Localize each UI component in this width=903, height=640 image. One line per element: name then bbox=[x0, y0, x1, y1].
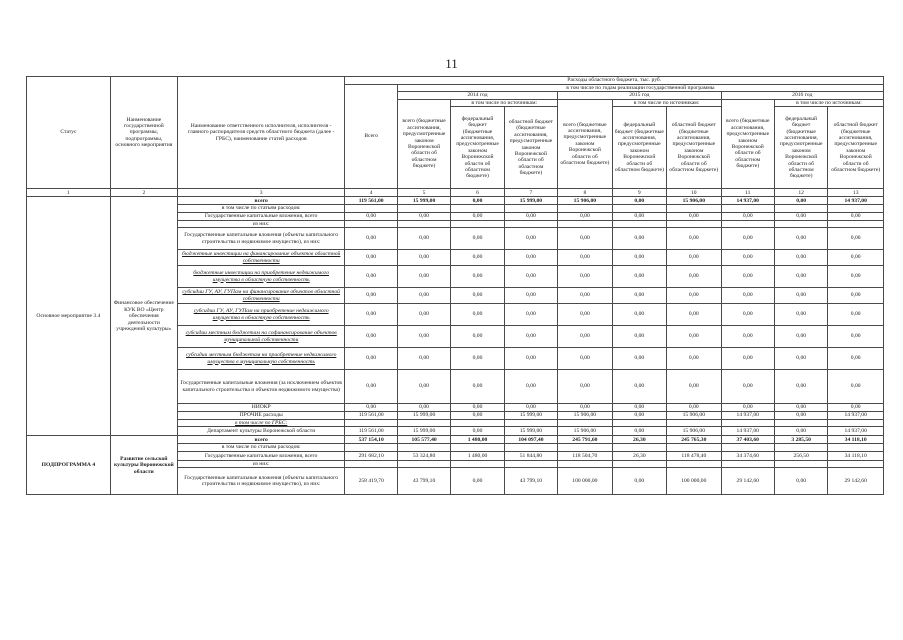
cell-value: 0,00 bbox=[451, 304, 504, 326]
cell-value: 43 799,10 bbox=[504, 468, 557, 495]
cell-value: 0,00 bbox=[612, 404, 666, 412]
cell-value: 0,00 bbox=[451, 266, 504, 288]
cell-value: 0,00 bbox=[612, 228, 666, 250]
block2-status: ПОДПРОГРАММА 4 bbox=[27, 436, 111, 495]
cell-value: 0,00 bbox=[345, 304, 397, 326]
cell-value: 3 285,50 bbox=[774, 436, 827, 444]
cell-value: 0,00 bbox=[774, 304, 827, 326]
cell-value: 245 765,30 bbox=[667, 436, 721, 444]
cell-value: 0,00 bbox=[828, 288, 884, 304]
header-total: Всего bbox=[345, 85, 397, 189]
cell-value: 29 142,60 bbox=[828, 468, 884, 495]
header-sub-total-2014: всего (бюджетные ассигнования, предусмотренные законом Воронежской области об областном бюджете) bbox=[397, 99, 450, 188]
cell-value: 0,00 bbox=[558, 228, 612, 250]
cell-value: 0,00 bbox=[667, 266, 721, 288]
row-label: ПРОЧИЕ расходы bbox=[177, 412, 345, 420]
cell-value: 37 403,60 bbox=[721, 436, 774, 444]
cell-value: 0,00 bbox=[558, 304, 612, 326]
cell-value: 15 906,00 bbox=[558, 412, 612, 420]
cell-value: 0,00 bbox=[558, 404, 612, 412]
cell-value: 0,00 bbox=[774, 412, 827, 420]
cell-value: 0,00 bbox=[774, 370, 827, 404]
cell-value: 0,00 bbox=[828, 266, 884, 288]
cell-value: 118 504,70 bbox=[558, 451, 612, 460]
header-sub-total-2016: всего (бюджетные ассигнования, предусмотренные законом Воронежской области об областном бюджете) bbox=[721, 99, 774, 188]
cell-value: 0,00 bbox=[345, 228, 397, 250]
row-label: в том числе по статьям расходов: bbox=[177, 205, 345, 212]
cell-value: 26,30 bbox=[612, 436, 666, 444]
col-number: 13 bbox=[828, 189, 884, 197]
header-sources-2015: в том числе по источникам: bbox=[612, 99, 721, 106]
cell-value: 0,00 bbox=[558, 250, 612, 266]
cell-value: 0,00 bbox=[397, 250, 450, 266]
cell-value: 0,00 bbox=[397, 370, 450, 404]
cell-value: 0,00 bbox=[667, 326, 721, 348]
cell-value: 0,00 bbox=[667, 228, 721, 250]
row-label: субсидии ГУ, АУ, ГУПам на финансирование объектов областной собственности bbox=[177, 288, 345, 304]
cell-value: 537 154,10 bbox=[345, 436, 397, 444]
header-status: Статус bbox=[27, 77, 111, 189]
row-label: Государственные капитальные вложения (за исключением объектов капитального строительства и объектов недвижимого имущества) bbox=[177, 370, 345, 404]
cell-value: 0,00 bbox=[721, 404, 774, 412]
cell-value: 0,00 bbox=[612, 288, 666, 304]
cell-value: 100 000,00 bbox=[667, 468, 721, 495]
col-number: 2 bbox=[110, 189, 177, 197]
row-label: Государственные капитальные вложения, всего bbox=[177, 451, 345, 460]
cell-value: 0,00 bbox=[451, 326, 504, 348]
cell-value: 119 561,00 bbox=[345, 197, 397, 205]
header-regional-2016: областной бюджет (бюджетные ассигнования, предусмотренные законом Воронежской области об областном бюджете) bbox=[828, 107, 884, 189]
row-label: из них: bbox=[177, 460, 345, 467]
cell-value: 0,00 bbox=[721, 288, 774, 304]
cell-value: 0,00 bbox=[504, 266, 557, 288]
block2-name: Развитие сельской культуры Воронежской области bbox=[110, 436, 177, 495]
col-number: 5 bbox=[397, 189, 450, 197]
cell-value: 0,00 bbox=[612, 266, 666, 288]
cell-value: 256,50 bbox=[774, 451, 827, 460]
col-number: 6 bbox=[451, 189, 504, 197]
col-number: 8 bbox=[558, 189, 612, 197]
cell-value: 34 118,10 bbox=[828, 451, 884, 460]
cell-value: 291 682,10 bbox=[345, 451, 397, 460]
cell-value: 0,00 bbox=[504, 404, 557, 412]
cell-value: 15 999,00 bbox=[397, 427, 450, 436]
header-year-2015: 2015 год bbox=[558, 92, 721, 99]
cell-value: 0,00 bbox=[345, 404, 397, 412]
cell-value: 14 937,00 bbox=[828, 197, 884, 205]
cell-value: 0,00 bbox=[451, 197, 504, 205]
cell-value: 0,00 bbox=[667, 370, 721, 404]
cell-value: 0,00 bbox=[721, 212, 774, 220]
block1-name: Финансовое обеспечение КУК ВО «Центр обеспечения деятельности учреждений культуры» bbox=[110, 197, 177, 436]
cell-value: 15 999,00 bbox=[397, 197, 450, 205]
cell-value: 0,00 bbox=[504, 370, 557, 404]
budget-table bbox=[26, 76, 884, 495]
header-year-2016: 2016 год bbox=[721, 92, 883, 99]
cell-value: 0,00 bbox=[612, 370, 666, 404]
col-number: 9 bbox=[612, 189, 666, 197]
cell-value: 14 937,00 bbox=[828, 412, 884, 420]
cell-value: 0,00 bbox=[451, 288, 504, 304]
cell-value: 0,00 bbox=[774, 250, 827, 266]
cell-value: 0,00 bbox=[345, 370, 397, 404]
header-executor: Наименование ответственного исполнителя, исполнителя - главного распорядителя средств областного бюджета (далее - ГРБС), наименование статей расходов bbox=[177, 77, 345, 189]
cell-value: 0,00 bbox=[667, 404, 721, 412]
cell-value: 0,00 bbox=[451, 250, 504, 266]
cell-value: 0,00 bbox=[721, 326, 774, 348]
cell-value: 34 374,60 bbox=[721, 451, 774, 460]
cell-value: 258 419,70 bbox=[345, 468, 397, 495]
header-federal-2015: федеральный бюджет (бюджетные ассигнования, предусмотренные законом Воронежской области об областном бюджете) bbox=[612, 107, 666, 189]
cell-value: 0,00 bbox=[451, 412, 504, 420]
cell-value: 26,30 bbox=[612, 451, 666, 460]
header-regional-2014: областной бюджет (бюджетные ассигнования, предусмотренные законом Воронежской области об областном бюджете) bbox=[504, 107, 557, 189]
header-regional-2015: областной бюджет (бюджетные ассигнования, предусмотренные законом Воронежской области об областном бюджете) bbox=[667, 107, 721, 189]
cell-value: 0,00 bbox=[612, 304, 666, 326]
row-label: субсидии ГУ, АУ, ГУПам на приобретение недвижимого имущества в областную собственность bbox=[177, 304, 345, 326]
cell-value: 1 480,00 bbox=[451, 436, 504, 444]
row-label: субсидии местным бюджетам на софинансирование объектов муниципальной собственности bbox=[177, 326, 345, 348]
row-label: всего bbox=[177, 436, 345, 444]
cell-value: 0,00 bbox=[504, 212, 557, 220]
cell-value: 0,00 bbox=[558, 212, 612, 220]
cell-value: 0,00 bbox=[828, 304, 884, 326]
row-label: субсидии местным бюджетам на приобретение недвижимого имущества в муниципальную собственность bbox=[177, 348, 345, 370]
cell-value: 43 799,10 bbox=[397, 468, 450, 495]
cell-value: 245 791,60 bbox=[558, 436, 612, 444]
row-label: Государственные капитальные вложения, всего bbox=[177, 212, 345, 220]
cell-value: 0,00 bbox=[612, 250, 666, 266]
cell-value: 0,00 bbox=[504, 348, 557, 370]
cell-value: 0,00 bbox=[828, 250, 884, 266]
cell-value: 0,00 bbox=[397, 348, 450, 370]
cell-value: 0,00 bbox=[345, 288, 397, 304]
header-by-years: в том числе по годам реализации государственной программы bbox=[397, 85, 883, 92]
col-number: 1 bbox=[27, 189, 111, 197]
cell-value: 0,00 bbox=[451, 348, 504, 370]
cell-value: 0,00 bbox=[667, 250, 721, 266]
cell-value: 14 937,00 bbox=[721, 427, 774, 436]
cell-value: 0,00 bbox=[774, 197, 827, 205]
cell-value: 0,00 bbox=[667, 304, 721, 326]
col-number: 12 bbox=[774, 189, 827, 197]
cell-value: 0,00 bbox=[612, 468, 666, 495]
cell-value: 0,00 bbox=[345, 250, 397, 266]
cell-value: 0,00 bbox=[667, 212, 721, 220]
row-label: Государственные капитальные вложения (объекты капитального строительства и недвижимое имущество), из них: bbox=[177, 228, 345, 250]
block1-status: Основное мероприятие 3.4 bbox=[27, 197, 111, 436]
cell-value: 0,00 bbox=[774, 326, 827, 348]
cell-value: 0,00 bbox=[774, 427, 827, 436]
cell-value: 0,00 bbox=[774, 404, 827, 412]
page-number: 11 bbox=[445, 56, 458, 71]
cell-value: 0,00 bbox=[345, 266, 397, 288]
cell-value: 15 906,00 bbox=[667, 412, 721, 420]
cell-value: 0,00 bbox=[721, 228, 774, 250]
cell-value: 15 999,00 bbox=[504, 197, 557, 205]
cell-value: 0,00 bbox=[612, 348, 666, 370]
cell-value: 0,00 bbox=[667, 288, 721, 304]
cell-value: 0,00 bbox=[774, 212, 827, 220]
cell-value: 100 000,00 bbox=[558, 468, 612, 495]
cell-value: 15 999,00 bbox=[504, 412, 557, 420]
header-federal-2014: федеральный бюджет (бюджетные ассигнования, предусмотренные законом Воронежской области об областном бюджете) bbox=[451, 107, 504, 189]
cell-value: 0,00 bbox=[721, 370, 774, 404]
row-label: всего bbox=[177, 197, 345, 205]
cell-value: 14 937,00 bbox=[828, 427, 884, 436]
header-expenses-title: Расходы областного бюджета, тыс. руб. bbox=[345, 77, 884, 85]
cell-value: 0,00 bbox=[451, 228, 504, 250]
cell-value: 0,00 bbox=[774, 266, 827, 288]
cell-value: 0,00 bbox=[345, 212, 397, 220]
header-program-name: Наименование государственной программы, подпрограммы, основного мероприятия bbox=[110, 77, 177, 189]
cell-value: 14 937,00 bbox=[721, 197, 774, 205]
cell-value: 0,00 bbox=[451, 427, 504, 436]
cell-value: 104 097,40 bbox=[504, 436, 557, 444]
cell-value: 0,00 bbox=[828, 404, 884, 412]
cell-value: 0,00 bbox=[345, 348, 397, 370]
row-label: бюджетные инвестиции на финансирование объектов областной собственности bbox=[177, 250, 345, 266]
cell-value: 0,00 bbox=[774, 288, 827, 304]
col-number: 4 bbox=[345, 189, 397, 197]
row-label: из них: bbox=[177, 220, 345, 227]
col-number: 7 bbox=[504, 189, 557, 197]
cell-value: 0,00 bbox=[451, 370, 504, 404]
cell-value: 0,00 bbox=[774, 468, 827, 495]
header-sources-2014: в том числе по источникам: bbox=[451, 99, 558, 106]
cell-value: 0,00 bbox=[504, 326, 557, 348]
cell-value: 1 480,00 bbox=[451, 451, 504, 460]
cell-value: 0,00 bbox=[504, 250, 557, 266]
cell-value: 0,00 bbox=[558, 348, 612, 370]
cell-value: 0,00 bbox=[774, 228, 827, 250]
col-number: 10 bbox=[667, 189, 721, 197]
cell-value: 15 906,00 bbox=[667, 427, 721, 436]
cell-value: 53 324,80 bbox=[397, 451, 450, 460]
cell-value: 0,00 bbox=[721, 266, 774, 288]
cell-value: 0,00 bbox=[774, 348, 827, 370]
cell-value: 0,00 bbox=[397, 266, 450, 288]
cell-value: 0,00 bbox=[828, 326, 884, 348]
cell-value: 0,00 bbox=[397, 326, 450, 348]
cell-value: 15 906,00 bbox=[558, 197, 612, 205]
cell-value: 118 478,40 bbox=[667, 451, 721, 460]
cell-value: 0,00 bbox=[504, 304, 557, 326]
cell-value: 0,00 bbox=[558, 288, 612, 304]
cell-value: 0,00 bbox=[558, 370, 612, 404]
cell-value: 0,00 bbox=[451, 468, 504, 495]
row-label: в том числе по статьям расходов: bbox=[177, 444, 345, 451]
cell-value: 0,00 bbox=[397, 212, 450, 220]
cell-value: 0,00 bbox=[558, 266, 612, 288]
header-sub-total-2015: всего (бюджетные ассигнования, предусмотренные законом Воронежской области об областном бюджете) bbox=[558, 99, 612, 188]
row-label: бюджетные инвестиции на приобретение недвижимого имущества в областную собственность bbox=[177, 266, 345, 288]
cell-value: 51 844,80 bbox=[504, 451, 557, 460]
cell-value: 0,00 bbox=[345, 326, 397, 348]
cell-value: 0,00 bbox=[612, 212, 666, 220]
cell-value: 0,00 bbox=[828, 212, 884, 220]
cell-value: 0,00 bbox=[612, 412, 666, 420]
cell-value: 0,00 bbox=[504, 288, 557, 304]
cell-value: 34 118,10 bbox=[828, 436, 884, 444]
cell-value: 14 937,00 bbox=[721, 412, 774, 420]
cell-value: 105 577,40 bbox=[397, 436, 450, 444]
cell-value: 0,00 bbox=[612, 427, 666, 436]
cell-value: 0,00 bbox=[828, 228, 884, 250]
cell-value: 15 999,00 bbox=[397, 412, 450, 420]
cell-value: 0,00 bbox=[451, 212, 504, 220]
header-year-2014: 2014 год bbox=[397, 92, 557, 99]
cell-value: 0,00 bbox=[667, 348, 721, 370]
cell-value: 0,00 bbox=[451, 404, 504, 412]
row-label: НИОКР bbox=[177, 404, 345, 412]
cell-value: 0,00 bbox=[612, 326, 666, 348]
cell-value: 0,00 bbox=[397, 304, 450, 326]
cell-value: 0,00 bbox=[397, 228, 450, 250]
cell-value: 0,00 bbox=[721, 250, 774, 266]
cell-value: 0,00 bbox=[397, 288, 450, 304]
cell-value: 0,00 bbox=[612, 197, 666, 205]
cell-value: 15 999,00 bbox=[504, 427, 557, 436]
row-label: в том числе по ГРБС: bbox=[177, 420, 345, 427]
col-number: 11 bbox=[721, 189, 774, 197]
row-label: Государственные капитальные вложения (объекты капитального строительства и недвижимое имущество), из них: bbox=[177, 468, 345, 495]
cell-value: 0,00 bbox=[397, 404, 450, 412]
header-federal-2016: федеральный бюджет (бюджетные ассигнования, предусмотренные законом Воронежской области об областном бюджете) bbox=[774, 107, 827, 189]
cell-value: 0,00 bbox=[828, 348, 884, 370]
cell-value: 0,00 bbox=[721, 348, 774, 370]
row-label: Департамент культуры Воронежской области bbox=[177, 427, 345, 436]
cell-value: 119 561,00 bbox=[345, 412, 397, 420]
cell-value: 0,00 bbox=[828, 370, 884, 404]
cell-value: 0,00 bbox=[721, 304, 774, 326]
cell-value: 29 142,60 bbox=[721, 468, 774, 495]
cell-value: 0,00 bbox=[504, 228, 557, 250]
col-number: 3 bbox=[177, 189, 345, 197]
cell-value: 15 906,00 bbox=[667, 197, 721, 205]
header-sources-2016: в том числе по источникам: bbox=[774, 99, 883, 106]
cell-value: 15 906,00 bbox=[558, 427, 612, 436]
cell-value: 119 561,00 bbox=[345, 427, 397, 436]
cell-value: 0,00 bbox=[558, 326, 612, 348]
